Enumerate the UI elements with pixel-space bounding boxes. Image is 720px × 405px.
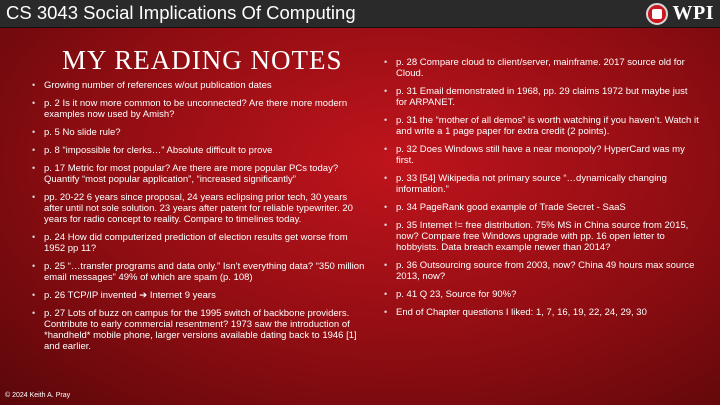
list-item: • p. 8 “impossible for clerks…” Absolute difficult to prove <box>28 145 366 156</box>
left-notes-list <box>28 80 366 359</box>
list-item: • p. 26 TCP/IP invented ➔ Internet 9 years <box>28 290 366 301</box>
list-item: • p. 24 How did computerized prediction of election results get worse from 1952 pp 11? <box>28 232 366 254</box>
list-item: • p. 35 Internet != free distribution. 75% MS in China source from 2015, now? Compare free Windows upgrade with pp. 16 open letter to hobbyists. Data breach example newer than 2014? <box>380 220 700 253</box>
wpi-seal-icon <box>646 3 668 25</box>
list-item: • p. 41 Q 23, Source for 90%? <box>380 289 700 300</box>
list-item: • End of Chapter questions I liked: 1, 7, 16, 19, 22, 24, 29, 30 <box>380 307 700 318</box>
wpi-logo <box>646 1 715 26</box>
list-item: • p. 27 Lots of buzz on campus for the 1995 switch of backbone providers. Contribute to early commercial resentment? 1973 saw the introduction of *handheld* mobile phone, larger versions available dating back to 1946 [1] and earlier. <box>28 308 366 352</box>
list-item: • p. 5 No slide rule? <box>28 127 366 138</box>
list-item: • p. 34 PageRank good example of Trade Secret - SaaS <box>380 202 700 213</box>
course-title: CS 3043 Social Implications Of Computing <box>6 2 356 23</box>
list-item: • p. 25 “…transfer programs and data only.” Isn’t everything data? “350 million email messages” 49% of which are spam (p. 108) <box>28 261 366 283</box>
slide-title: MY READING NOTES <box>62 45 343 75</box>
list-item: • Growing number of references w/out publication dates <box>28 80 366 91</box>
list-item: • p. 32 Does Windows still have a near monopoly? HyperCard was my first. <box>380 144 700 166</box>
list-item: • p. 17 Metric for most popular? Are there are more popular PCs today? Quantify “most popular application”, “increased significantly” <box>28 163 366 185</box>
title-bar <box>0 0 720 28</box>
list-item: • p. 2 Is it now more common to be unconnected? Are there more modern examples now used by Amish? <box>28 98 366 120</box>
copyright-text: © 2024 Keith A. Pray <box>5 392 71 399</box>
list-item: • p. 31 Email demonstrated in 1968, pp. 29 claims 1972 but maybe just for ARPANET. <box>380 86 700 108</box>
list-item: • pp. 20-22 6 years since proposal, 24 years eclipsing prior tech, 30 years after until not sole solution. 23 years after patent for reliable typewriter. 20 years for radio concept to reality. Compare to timelines today. <box>28 192 366 225</box>
list-item: • p. 28 Compare cloud to client/server, mainframe. 2017 source old for Cloud. <box>380 57 700 79</box>
logo-text: WPI <box>672 2 714 24</box>
right-notes-list <box>380 57 700 325</box>
list-item: • p. 31 the “mother of all demos” is worth watching if you haven’t. Watch it and write a 1 page paper for extra credit (2 points). <box>380 115 700 137</box>
list-item: • p. 33 [54] Wikipedia not primary source “…dynamically changing information.” <box>380 173 700 195</box>
list-item: • p. 36 Outsourcing source from 2003, now? China 49 hours max source 2013, now? <box>380 260 700 282</box>
